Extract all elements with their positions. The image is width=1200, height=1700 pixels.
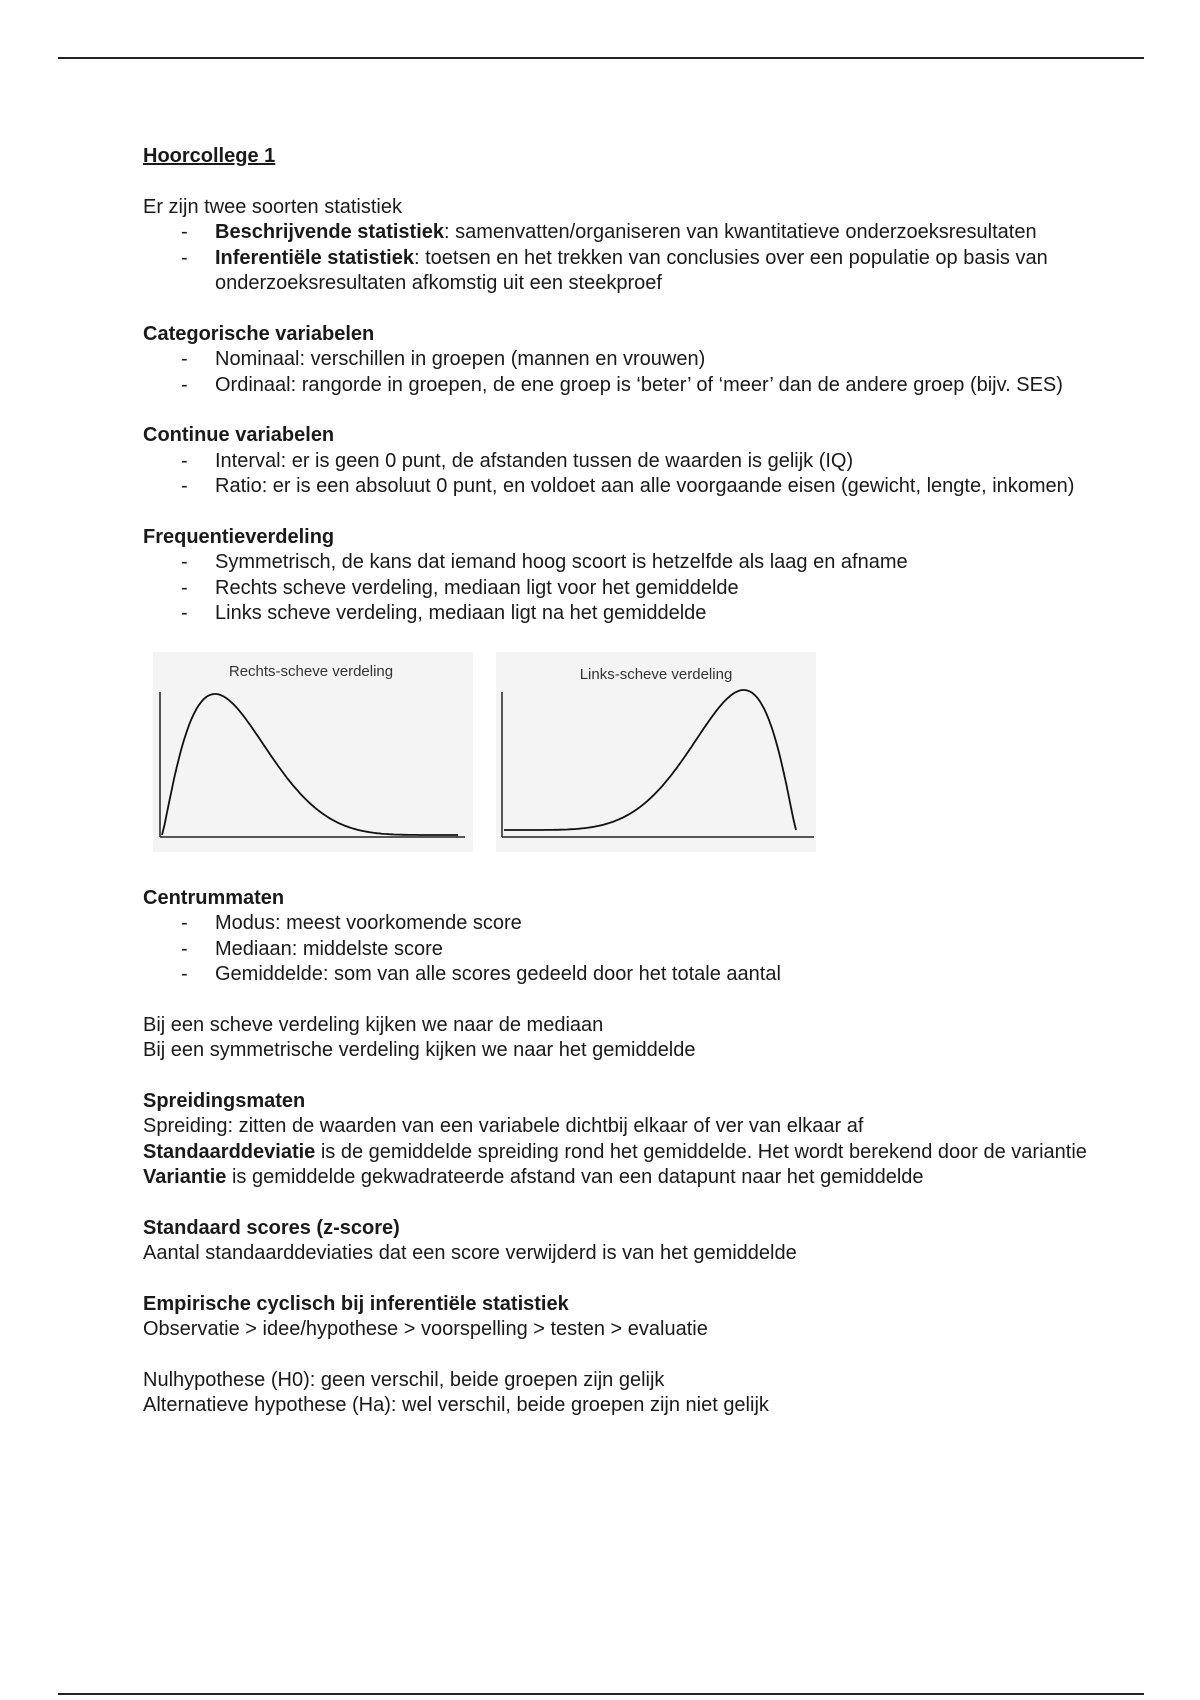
list-item: - Links scheve verdeling, mediaan ligt na het gemiddelde xyxy=(143,601,1103,627)
chart-right-skewed-svg xyxy=(153,652,473,852)
list-item: - Ratio: er is een absoluut 0 punt, en voldoet aan alle voorgaande eisen (gewicht, lengte, inkomen) xyxy=(143,474,1103,500)
list-item: - Nominaal: verschillen in groepen (mannen en vrouwen) xyxy=(143,347,1103,373)
chart-title: Links-scheve verdeling xyxy=(579,665,733,683)
page-title: Hoorcollege 1 xyxy=(143,145,276,167)
section-heading: Empirische cyclisch bij inferentiële statistiek xyxy=(143,1292,569,1315)
paragraph-line: Bij een scheve verdeling kijken we naar de mediaan xyxy=(143,1013,604,1036)
paragraph-line: Observatie > idee/hypothese > voorspelling > testen > evaluatie xyxy=(143,1318,708,1340)
term: Beschrijvende statistiek xyxy=(215,221,444,243)
paragraph-line: Aantal standaarddeviaties dat een score verwijderd is van het gemiddelde xyxy=(143,1242,797,1264)
paragraph-line: Bij een symmetrische verdeling kijken we naar het gemiddelde xyxy=(143,1039,696,1061)
categorisch-section xyxy=(143,322,1103,399)
section-heading: Standaard scores (z-score) xyxy=(143,1216,400,1239)
list-item: - Mediaan: middelste score xyxy=(143,937,1103,963)
list-item xyxy=(143,220,1103,246)
footer-rule xyxy=(58,1693,1144,1695)
section-heading: Spreidingsmaten xyxy=(143,1089,306,1112)
distribution-charts xyxy=(143,652,1103,882)
chart-background xyxy=(153,652,473,852)
intro-section xyxy=(143,195,1103,297)
chart-left-skewed xyxy=(496,652,816,852)
empirisch-section xyxy=(143,1292,1103,1343)
header-rule xyxy=(58,57,1144,59)
term-desc: is gemiddelde gekwadrateerde afstand van een datapunt naar het gemiddelde xyxy=(226,1166,924,1188)
centrum-section xyxy=(143,886,1103,988)
section-heading: Categorische variabelen xyxy=(143,322,375,345)
zscore-section xyxy=(143,1216,1103,1267)
scheef-section xyxy=(143,1013,1103,1064)
term: Standaarddeviatie xyxy=(143,1140,316,1163)
list-item: - Rechts scheve verdeling, mediaan ligt voor het gemiddelde xyxy=(143,576,1103,602)
section-heading: Continue variabelen xyxy=(143,424,335,446)
paragraph-line xyxy=(143,1165,1103,1191)
section-heading: Frequentieverdeling xyxy=(143,525,335,548)
intro-list xyxy=(143,220,1103,297)
frequentie-list xyxy=(143,550,1103,627)
spreiding-section xyxy=(143,1089,1103,1191)
chart-title: Rechts-scheve verdeling xyxy=(228,662,394,680)
chart-right-skewed xyxy=(153,652,473,852)
chart-left-skewed-svg xyxy=(496,652,816,852)
list-item xyxy=(143,246,1103,297)
categorisch-list xyxy=(143,347,1103,398)
paragraph-line: Alternatieve hypothese (Ha): wel verschil, beide groepen zijn niet gelijk xyxy=(143,1394,769,1416)
list-item: - Ordinaal: rangorde in groepen, de ene groep is ‘beter’ of ‘meer’ dan de andere groep (bijv. SES) xyxy=(143,373,1103,399)
term-desc: : samenvatten/organiseren van kwantitatieve onderzoeksresultaten xyxy=(444,221,1037,243)
term: Variantie xyxy=(143,1166,227,1188)
term-desc: : toetsen en het trekken van conclusies over een populatie op basis van onderzoeksresultaten afkomstig uit een steekproef xyxy=(215,246,1048,294)
term: Inferentiële statistiek xyxy=(215,246,414,269)
document-body xyxy=(143,144,1103,1444)
paragraph-line: Spreiding: zitten de waarden van een variabele dichtbij elkaar of ver van elkaar af xyxy=(143,1115,864,1137)
intro-text: Er zijn twee soorten statistiek xyxy=(143,195,402,218)
paragraph-line: Nulhypothese (H0): geen verschil, beide groepen zijn gelijk xyxy=(143,1368,665,1391)
list-item: - Symmetrisch, de kans dat iemand hoog scoort is hetzelfde als laag en afname xyxy=(143,550,1103,576)
term-desc: is de gemiddelde spreiding rond het gemiddelde. Het wordt berekend door de variantie xyxy=(315,1140,1087,1163)
centrum-list xyxy=(143,911,1103,988)
list-item: - Modus: meest voorkomende score xyxy=(143,911,1103,937)
list-item: - Interval: er is geen 0 punt, de afstanden tussen de waarden is gelijk (IQ) xyxy=(143,449,1103,475)
continu-section xyxy=(143,423,1103,500)
list-item: - Gemiddelde: som van alle scores gedeeld door het totale aantal xyxy=(143,962,1103,988)
frequentie-section xyxy=(143,525,1103,627)
continu-list xyxy=(143,449,1103,500)
section-heading: Centrummaten xyxy=(143,886,285,909)
paragraph-line xyxy=(143,1140,1103,1166)
hypothese-section xyxy=(143,1368,1103,1419)
